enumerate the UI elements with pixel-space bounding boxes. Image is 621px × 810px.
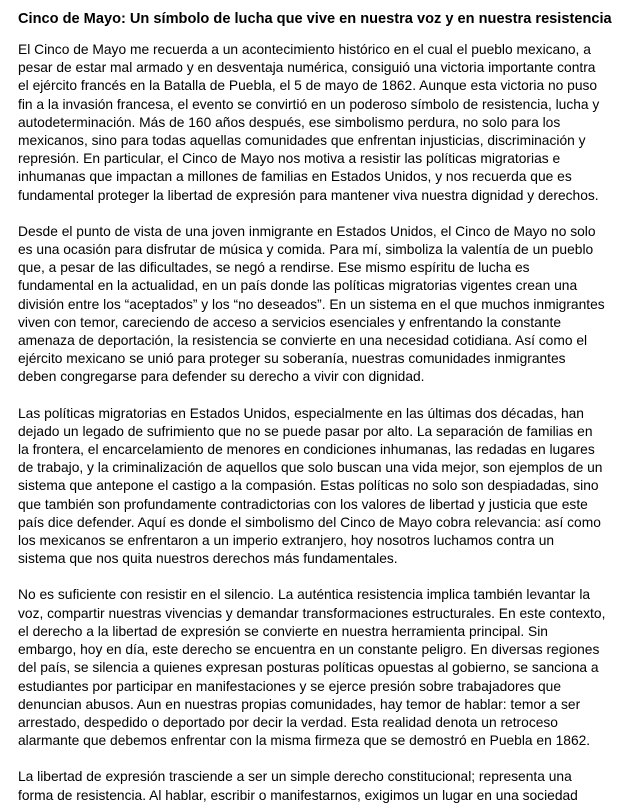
text-line: pesar de estar mal armado y en desventaja numérica, consiguió una victoria importante contra (18, 60, 596, 76)
text-line: amenaza de deportación, la resistencia se convierte en una necesidad cotidiana. Así como el (18, 333, 588, 349)
text-line: país dice defender. Aquí es donde el simbolismo del Cinco de Mayo cobra relevancia: así como (18, 514, 601, 530)
text-line: Desde el punto de vista de una joven inmigrante en Estados Unidos, el Cinco de Mayo no solo (18, 223, 596, 239)
paragraph-3 (18, 405, 618, 569)
text-line: fundamental proteger la libertad de expresión para mantener viva nuestra dignidad y derechos. (18, 187, 599, 203)
page-title: Cinco de Mayo: Un símbolo de lucha que vive en nuestra voz y en nuestra resistencia (18, 11, 612, 27)
text-line: embargo, hoy en día, este derecho se encuentra en un constante peligro. En diversas regiones (18, 642, 600, 658)
text-line: El Cinco de Mayo me recuerda a un acontecimiento histórico en el cual el pueblo mexicano, a (18, 42, 591, 57)
text-line: el ejército francés en la Batalla de Puebla, el 5 de mayo de 1862. Aunque esta victoria no puso (18, 78, 598, 94)
text-line: división entre los “aceptados” y los “no deseados”. En un sistema en el que muchos inmigrantes (18, 296, 605, 312)
text-line: sistema que nos quita nuestros derechos más fundamentales. (18, 551, 398, 567)
paragraph-4 (18, 586, 618, 750)
text-line: mexicanos, sino para todas aquellas comunidades que enfrentan injusticias, discriminación y (18, 133, 586, 149)
text-line: fundamental en la actualidad, en un país donde las políticas migratorias vigentes crean una (18, 278, 578, 294)
text-line: deben congregarse para defender su derecho a vivir con dignidad. (18, 369, 425, 385)
text-line: fin a la invasión francesa, el evento se convirtió en un poderoso símbolo de resistencia, lucha y (18, 96, 600, 112)
text-line: denuncian abusos. Aun en nuestras propias comunidades, hay temor de hablar: temor a ser (18, 696, 581, 712)
text-line: la frontera, el encarcelamiento de menores en condiciones inhumanas, las redadas en lugares (18, 442, 595, 458)
text-line: alarmante que debemos enfrentar con la misma firmeza que se demostró en Puebla en 1862. (18, 733, 591, 749)
text-line: que, a pesar de las dificultades, se negó a rendirse. Ese mismo espíritu de lucha es (18, 260, 530, 276)
text-line: del país, se silencia a quienes expresan posturas políticas opuestas al gobierno, se sanciona a (18, 660, 599, 676)
paragraph-5 (18, 768, 618, 804)
article-body (18, 41, 621, 805)
text-line: ejército mexicano se unió para proteger su soberanía, nuestras comunidades inmigrantes (18, 351, 566, 367)
text-line: No es suficiente con resistir en el silencio. La auténtica resistencia implica también levantar la (18, 587, 591, 603)
text-line: Las políticas migratorias en Estados Unidos, especialmente en las últimas dos décadas, han (18, 405, 584, 421)
text-line: inhumanas que impactan a millones de familias en Estados Unidos, y nos recuerda que es (18, 169, 572, 185)
text-line: forma de resistencia. Al hablar, escribir o manifestarnos, exigimos un lugar en una sociedad (18, 787, 578, 803)
text-line: autodeterminación. Más de 160 años después, ese simbolismo perdura, no solo para los (18, 114, 561, 130)
text-line: La libertad de expresión trasciende a ser un simple derecho constitucional; representa una (18, 769, 572, 785)
text-line: el derecho a la libertad de expresión se convierte en nuestra herramienta principal. Sin (18, 623, 548, 639)
paragraph-1 (18, 41, 618, 205)
text-line: de trabajo, y la criminalización de aquellos que solo buscan una vida mejor, son ejemplos de un (18, 460, 603, 476)
text-line: que también son profundamente contradictorias con los valores de libertad y justicia que este (18, 496, 588, 512)
text-line: los mexicanos se enfrentaron a un imperio extranjero, hoy nosotros luchamos contra un (18, 533, 555, 549)
text-line: estudiantes por participar en manifestaciones y se ejerce presión sobre trabajadores que (18, 678, 561, 694)
text-line: es una ocasión para disfrutar de música y comida. Para mí, simboliza la valentía de un pueblo (18, 242, 594, 258)
text-line: voz, compartir nuestras vivencias y demandar transformaciones estructurales. En este contexto, (18, 605, 606, 621)
text-line: viven con temor, careciendo de acceso a servicios esenciales y enfrentando la constante (18, 314, 561, 330)
paragraph-2 (18, 223, 618, 387)
text-line: arrestado, despedido o deportado por decir la verdad. Esta realidad denota un retroceso (18, 714, 558, 730)
text-line: dejado un legado de sufrimiento que no se puede pasar por alto. La separación de familias en (18, 423, 593, 439)
text-line: represión. En particular, el Cinco de Mayo nos motiva a resistir las políticas migratorias e (18, 151, 561, 167)
text-line: sistema que antepone el castigo a la compasión. Estas políticas no solo son despiadadas, sino (18, 478, 599, 494)
